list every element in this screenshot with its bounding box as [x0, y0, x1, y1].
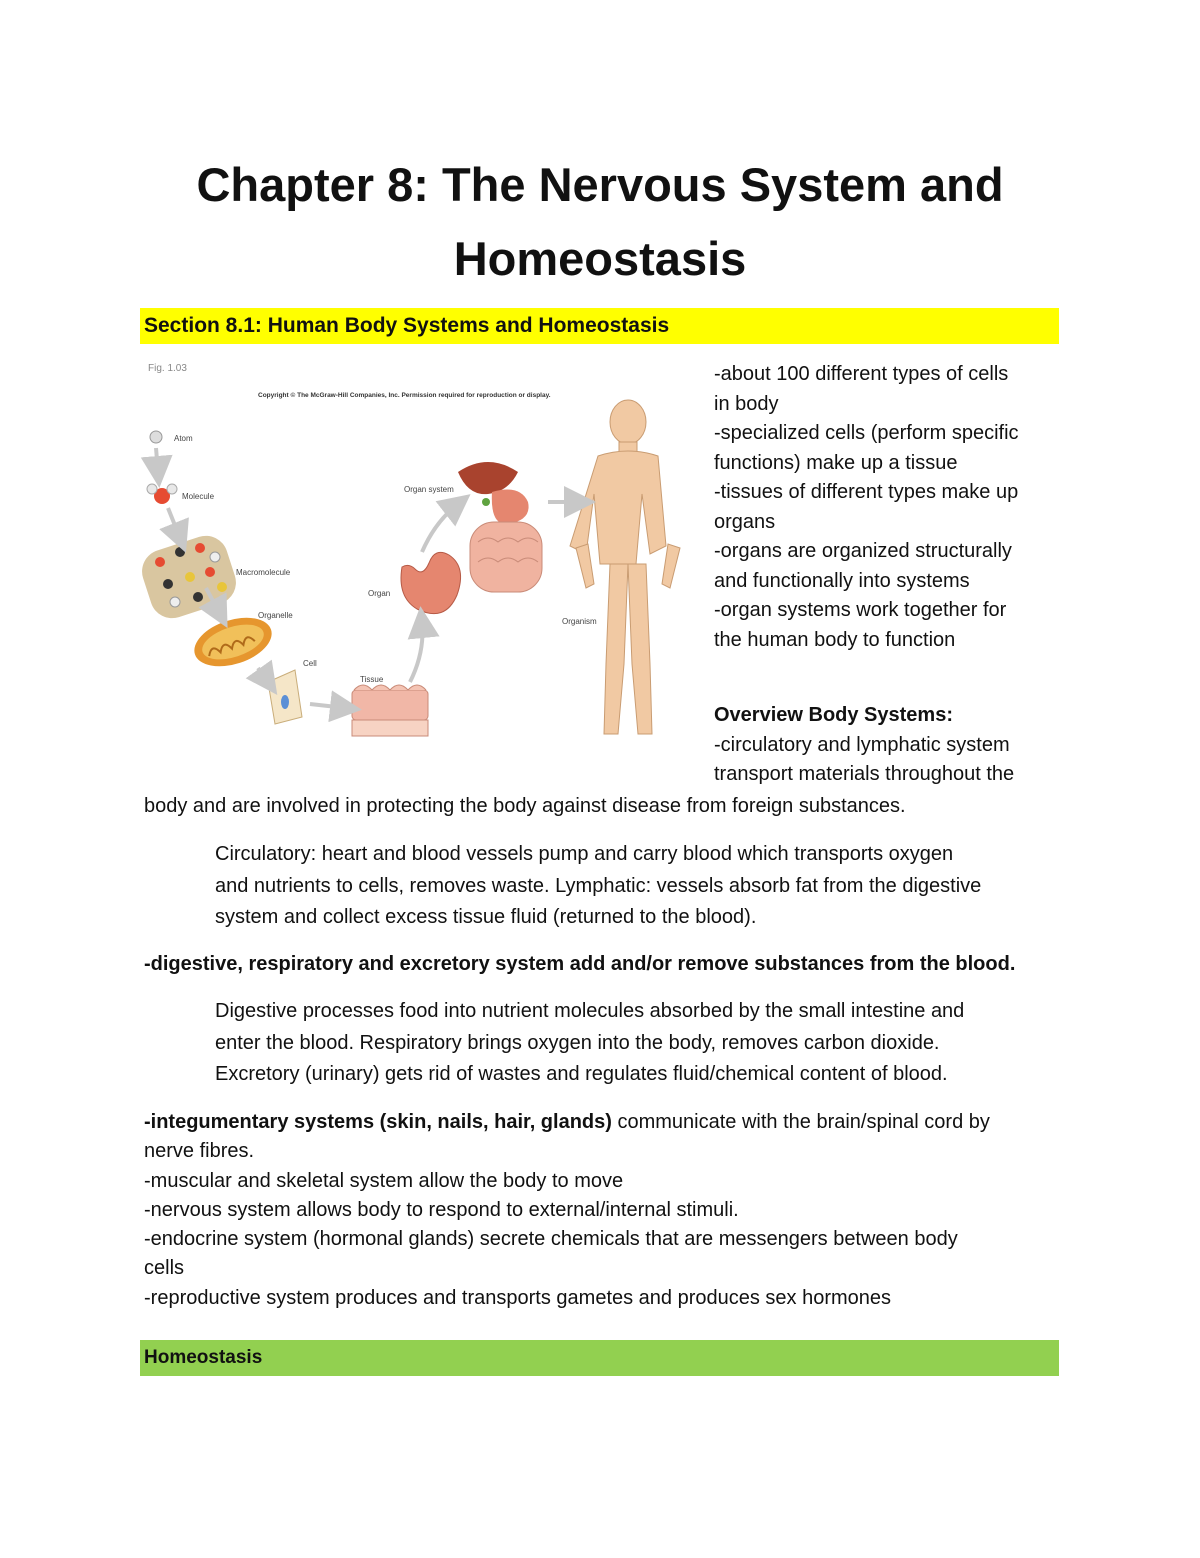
organization-levels-figure — [140, 352, 700, 757]
side-notes — [714, 360, 1064, 790]
integumentary-rest: communicate with the brain/spinal cord by — [611, 1111, 990, 1133]
side-line: in body — [714, 392, 779, 415]
copyright-notice: Copyright © The McGraw-Hill Companies, Inc. Permission required for reproduction or display. — [258, 392, 551, 399]
list-item: nerve fibres. — [144, 1140, 255, 1163]
side-line: -organs are organized structurally — [714, 540, 1012, 562]
systems-list — [144, 1108, 1064, 1313]
list-item — [144, 1108, 1064, 1137]
side-line: the human body to function — [714, 628, 956, 651]
label-molecule: Molecule — [182, 492, 215, 501]
organ-graphic — [401, 552, 461, 613]
atom-graphic — [150, 431, 162, 443]
side-line: organs — [714, 510, 776, 533]
side-line: -specialized cells (perform specific — [714, 422, 1019, 444]
digestive-heading: -digestive, respiratory and excretory system add and/or remove substances from the blood. — [144, 953, 1016, 975]
circulatory-paragraph — [215, 839, 1065, 934]
list-item: cells — [144, 1257, 185, 1280]
overview-line-full: body and are involved in protecting the body against disease from foreign substances. — [144, 795, 906, 817]
molecule-graphic — [147, 484, 177, 504]
paragraph-line: Circulatory: heart and blood vessels pump and carry blood which transports oxygen — [215, 843, 954, 865]
macromolecule-graphic — [140, 530, 242, 624]
paragraph-line: and nutrients to cells, removes waste. Lymphatic: vessels absorb fat from the digestive — [215, 874, 982, 897]
label-atom: Atom — [174, 434, 193, 443]
section-heading: Section 8.1: Human Body Systems and Homeostasis — [140, 308, 1059, 344]
side-line: -tissues of different types make up — [714, 481, 1019, 503]
side-line: and functionally into systems — [714, 569, 970, 592]
overview-heading: Overview Body Systems: — [714, 704, 953, 726]
title-line-2: Homeostasis — [453, 232, 747, 285]
side-line: -about 100 different types of cells — [714, 363, 1009, 385]
side-line: functions) make up a tissue — [714, 451, 958, 474]
list-item: -endocrine system (hormonal glands) secrete chemicals that are messengers between body — [144, 1228, 958, 1251]
list-item: -reproductive system produces and transports gametes and produces sex hormones — [144, 1286, 892, 1309]
organism-graphic — [570, 400, 680, 734]
page-title — [140, 148, 1060, 296]
label-organelle: Organelle — [258, 611, 293, 620]
list-item: -muscular and skeletal system allow the body to move — [144, 1169, 624, 1192]
paragraph-line: Excretory (urinary) gets rid of wastes and regulates fluid/chemical content of blood. — [215, 1063, 948, 1085]
overview-line: -circulatory and lymphatic system — [714, 733, 1010, 756]
title-line-1: Chapter 8: The Nervous System and — [196, 158, 1004, 211]
label-macromolecule: Macromolecule — [236, 568, 291, 577]
homeostasis-heading: Homeostasis — [140, 1340, 1059, 1376]
paragraph-line: system and collect excess tissue fluid (returned to the blood). — [215, 906, 757, 928]
list-item: -nervous system allows body to respond to external/internal stimuli. — [144, 1198, 739, 1221]
label-cell: Cell — [303, 659, 317, 668]
label-organ: Organ — [368, 589, 391, 598]
fig-label: Fig. 1.03 — [148, 363, 187, 374]
overview-line: transport materials throughout the — [714, 763, 1015, 785]
side-line: -organ systems work together for — [714, 599, 1007, 621]
tissue-graphic — [352, 685, 428, 736]
cell-graphic — [268, 670, 302, 724]
paragraph-line: Digestive processes food into nutrient molecules absorbed by the small intestine and — [215, 1000, 965, 1022]
label-tissue: Tissue — [360, 675, 384, 684]
organ-system-graphic — [458, 462, 542, 592]
paragraph-line: enter the blood. Respiratory brings oxygen into the body, removes carbon dioxide. — [215, 1031, 940, 1054]
integumentary-bold: -integumentary systems (skin, nails, hair, glands) — [144, 1111, 612, 1133]
digestive-paragraph — [215, 996, 1065, 1091]
label-organism: Organism — [562, 617, 597, 626]
figure-svg — [140, 352, 700, 757]
label-organ-system: Organ system — [404, 485, 454, 494]
